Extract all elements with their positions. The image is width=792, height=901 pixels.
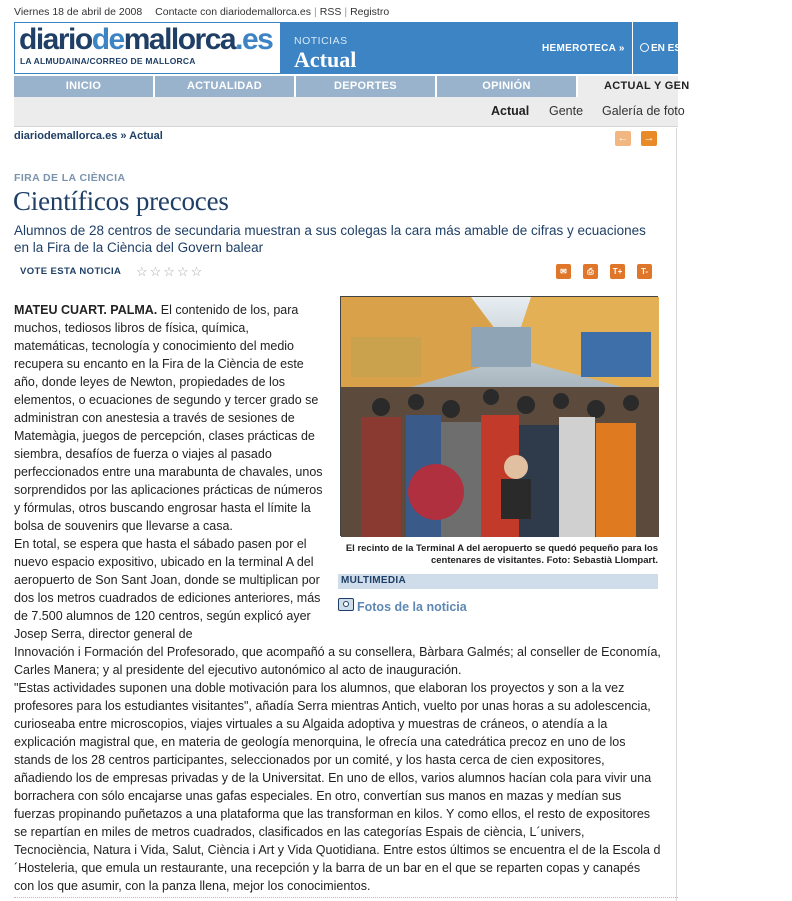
nav-tab-opinion[interactable]: OPINIÓN xyxy=(437,76,576,97)
main-nav xyxy=(14,76,690,97)
article-body-column xyxy=(14,301,324,643)
camera-icon[interactable] xyxy=(338,598,354,611)
prev-arrow-icon[interactable]: ← xyxy=(615,131,631,146)
article-photo[interactable] xyxy=(340,296,658,536)
vote-label: VOTE ESTA NOTICIA xyxy=(20,266,122,277)
body-paragraph-1: El contenido de los, para muchos, tediosos libros de física, química, matemáticas, tecnología y conocimiento del medio recupera su encanto en la Fira de la Ciència de este año, donde leyes de Newton, propiedades de los elementos, o ecuaciones de segundo y tercer grado se administran con anestesia a través de sesiones de Matemàgia, juegos de percepción, clases prácticas de siembra, desafíos de fuerza o viajes al pasado perfeccionados entre una marabunta de chavales, unos sorprendidos por las aplicaciones prácticas de números y fórmulas, otros buscando engrosar hasta el límite la bolsa de souvenirs que llevarse a casa. xyxy=(14,303,323,533)
masthead xyxy=(14,22,682,74)
language-selector[interactable]: EN ES xyxy=(640,43,681,54)
body-paragraph-3: Innovación i Formación del Profesorado, que acompañó a su consellera, Bàrbara Galmés; al conseller de Economía, Carles Manera; y al presidente del ejecutivo autonómico al acto de inauguración. xyxy=(14,645,661,677)
body-paragraph-2: En total, se espera que hasta el sábado pasen por el nuevo espacio expositivo, ubicado en la terminal A del aeropuerto de Son Sant Joan, donde se multiplican por dos los metros cuadrados de ediciones anteriores, más de 7.500 alumnos de 120 centros, según explicó ayer Josep Serra, director general de xyxy=(14,537,321,641)
article-body-full xyxy=(14,643,662,895)
crowd-photo-illustration xyxy=(341,297,659,537)
subnav-actual[interactable]: Actual xyxy=(491,104,530,118)
globe-icon xyxy=(640,43,649,52)
byline: MATEU CUART. PALMA. xyxy=(14,303,158,317)
photos-link[interactable]: Fotos de la noticia xyxy=(357,600,467,614)
email-icon[interactable]: ✉ xyxy=(556,264,571,279)
font-increase-icon[interactable]: T+ xyxy=(610,264,625,279)
top-bar: Viernes 18 de abril de 2008 Contacte con diariodemallorca.es | RSS | Registro xyxy=(14,6,390,18)
site-logo[interactable]: diariodemallorca.es LA ALMUDAINA/CORREO DE MALLORCA xyxy=(14,22,281,74)
section-label: NOTICIAS xyxy=(294,35,348,47)
nav-tab-actualidad[interactable]: ACTUALIDAD xyxy=(155,76,294,97)
article-headline: Científicos precoces xyxy=(13,186,229,216)
photo-caption: El recinto de la Terminal A del aeropuerto se quedó pequeño para los centenares de visitantes. Foto: Sebastià Llompart. xyxy=(345,543,658,566)
font-decrease-icon[interactable]: T- xyxy=(637,264,652,279)
multimedia-title: MULTIMEDIA xyxy=(341,575,407,586)
registro-link[interactable]: Registro xyxy=(350,6,390,18)
nav-tab-deportes[interactable]: DEPORTES xyxy=(296,76,435,97)
section-title: Actual xyxy=(294,47,357,72)
current-date: Viernes 18 de abril de 2008 xyxy=(14,6,143,18)
body-paragraph-4: "Estas actividades suponen una doble motivación para los alumnos, que elaboran los proyectos y son a la vez profesores para los estudiantes visitantes", añadía Serra mientras Antich, vuelto por unas horas a su adolescencia, curioseaba entre microscopios, viajes virtuales a su Algaida adoptiva y muestras de cráneos, o atendía a la explicación magistral que, en materia de geología menorquina, le ofrecía una catedrática precoz en uno de los stands de los 28 centros participantes, seleccionados por un comité, y los hasta cerca de cien expositores, añadiendo los de empresas privadas y de la Universitat. En uno de ellos, varios alumnos hacían cola para vivir una borrachera con sólo encajarse unas gafas especiales. En otro, convertían sus manos en mazas y medían sus fuerzas propinando puñetazos a una plataforma que las transforman en kilos. Y como ellos, el resto de expositores se repartían en miles de metros cuadrados, clasificados en las categorías Espais de ciència, L´univers, Tecnociència, Natura i Vida, Salut, Ciència i Art y Vida Quotidiana. Entre estos últimos se encuentra el de la Escola d´Hosteleria, que emula un restaurante, una recepción y la barra de un bar en el que se reparten copas y canapés con los que asumir, con la panza llena, mejor los conocimientos. xyxy=(14,681,661,893)
article-lead: Alumnos de 28 centros de secundaria muestran a sus colegas la cara más amable de cifras y ecuaciones en la Fira de la Ciència del Govern balear xyxy=(14,223,646,255)
contact-link[interactable]: Contacte con diariodemallorca.es xyxy=(155,6,312,18)
rating-stars[interactable]: ☆☆☆☆☆ xyxy=(136,264,205,279)
multimedia-header xyxy=(338,574,658,589)
rss-link[interactable]: RSS xyxy=(319,6,342,18)
nav-tab-actual-y-gente[interactable]: ACTUAL Y GEN xyxy=(578,76,678,97)
print-icon[interactable]: ⎙ xyxy=(583,264,598,279)
next-arrow-icon[interactable]: → xyxy=(641,131,657,146)
sub-nav xyxy=(14,97,685,127)
subnav-galeria[interactable]: Galería de foto xyxy=(602,104,685,118)
hemeroteca-link[interactable]: HEMEROTECA » xyxy=(542,43,625,54)
subnav-gente[interactable]: Gente xyxy=(549,104,584,118)
logo-subtitle: LA ALMUDAINA/CORREO DE MALLORCA xyxy=(20,56,196,66)
breadcrumb[interactable]: diariodemallorca.es » Actual xyxy=(14,130,163,142)
nav-tab-inicio[interactable]: INICIO xyxy=(14,76,153,97)
article-kicker: FIRA DE LA CIÈNCIA xyxy=(14,172,126,184)
